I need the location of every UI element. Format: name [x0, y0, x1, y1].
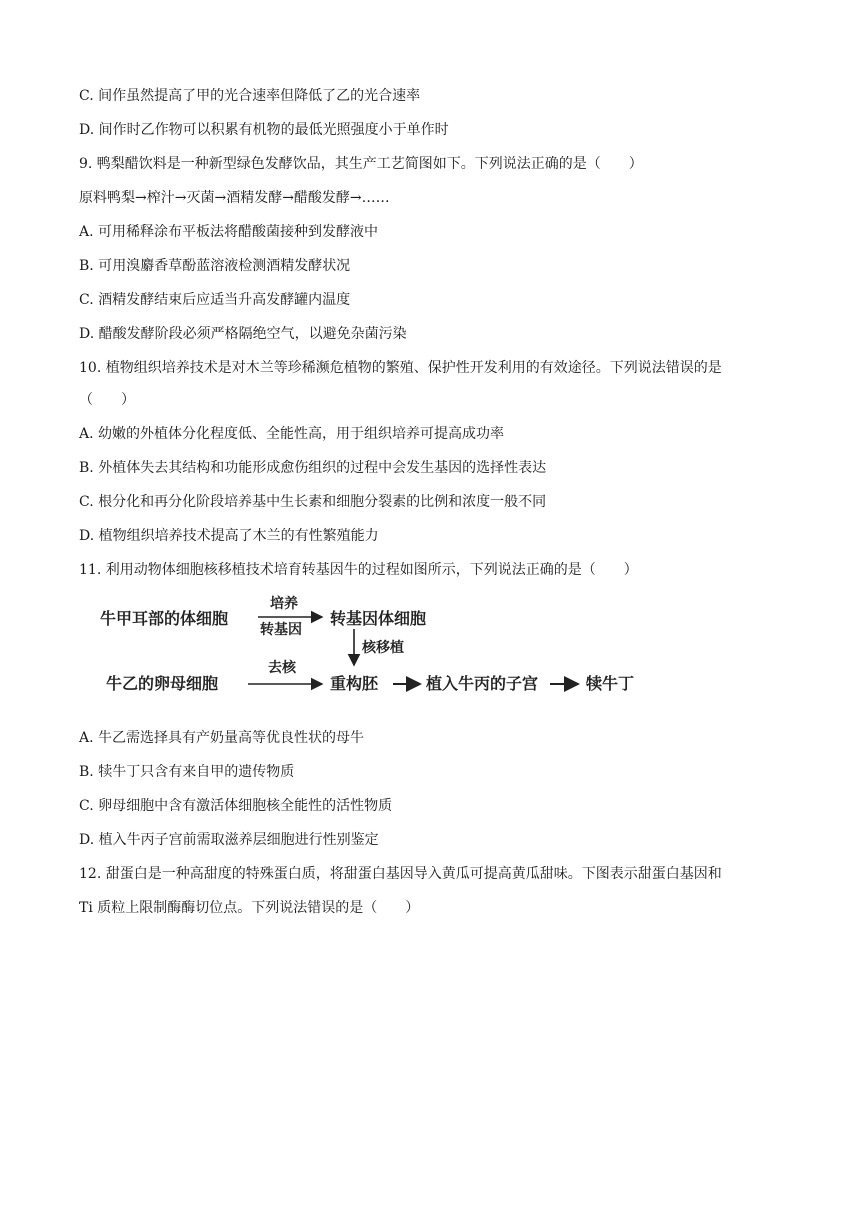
option-8d: D. 间作时乙作物可以积累有机物的最低光照强度小于单作时: [79, 122, 449, 138]
question-11-stem: 11. 利用动物体细胞核移植技术培育转基因牛的过程如图所示，下列说法正确的是（ ）: [79, 562, 638, 578]
option-11d: D. 植入牛丙子宫前需取滋养层细胞进行性别鉴定: [79, 832, 379, 848]
culture-label: 培养: [270, 596, 298, 612]
question-9-flow: 原料鸭梨→榨汁→灭菌→酒精发酵→醋酸发酵→……: [79, 190, 390, 206]
question-10-stem: 10. 植物组织培养技术是对木兰等珍稀濒危植物的繁殖、保护性开发利用的有效途径。下列说法错误的是: [79, 360, 722, 376]
option-9d: D. 醋酸发酵阶段必须严格隔绝空气，以避免杂菌污染: [79, 326, 407, 342]
nuclear-transfer-label: 核移植: [362, 640, 404, 656]
option-10c: C. 根分化和再分化阶段培养基中生长素和细胞分裂素的比例和浓度一般不同: [79, 494, 547, 510]
nuclear-transfer-diagram: [100, 593, 660, 703]
option-10b: B. 外植体失去其结构和功能形成愈伤组织的过程中会发生基因的选择性表达: [79, 460, 547, 476]
option-8c: C. 间作虽然提高了甲的光合速率但降低了乙的光合速率: [79, 88, 421, 104]
option-9c: C. 酒精发酵结束后应适当升高发酵罐内温度: [79, 292, 351, 308]
oocyte-label: 牛乙的卵母细胞: [106, 674, 219, 693]
option-11a: A. 牛乙需选择具有产奶量高等优良性状的母牛: [79, 730, 365, 746]
option-10d: D. 植物组织培养技术提高了木兰的有性繁殖能力: [79, 528, 379, 544]
option-9a: A. 可用稀释涂布平板法将醋酸菌接种到发酵液中: [79, 224, 379, 240]
question-12-stem-cont: Ti 质粒上限制酶酶切位点。下列说法错误的是（ ）: [79, 900, 420, 916]
question-12-stem: 12. 甜蛋白是一种高甜度的特殊蛋白质，将甜蛋白基因导入黄瓜可提高黄瓜甜味。下图表示甜蛋白基因和: [79, 866, 722, 882]
question-9-stem: 9. 鸭梨醋饮料是一种新型绿色发酵饮品，其生产工艺简图如下。下列说法正确的是（ ）: [79, 156, 643, 172]
option-11c: C. 卵母细胞中含有激活体细胞核全能性的活性物质: [79, 798, 393, 814]
option-9b: B. 可用溴麝香草酚蓝溶液检测酒精发酵状况: [79, 258, 351, 274]
option-11b: B. 犊牛丁只含有来自甲的遗传物质: [79, 764, 295, 780]
reconstructed-embryo-label: 重构胚: [330, 674, 379, 693]
option-10a: A. 幼嫩的外植体分化程度低、全能性高，用于组织培养可提高成功率: [79, 426, 505, 442]
calf-label: 犊牛丁: [586, 674, 635, 693]
transgenic-cell-label: 转基因体细胞: [330, 609, 427, 628]
enucleate-label: 去核: [268, 660, 296, 676]
transgene-label: 转基因: [260, 622, 302, 638]
implant-label: 植入牛丙的子宫: [426, 674, 539, 693]
somatic-cell-label: 牛甲耳部的体细胞: [100, 609, 229, 628]
question-10-paren: （ ）: [79, 392, 135, 408]
